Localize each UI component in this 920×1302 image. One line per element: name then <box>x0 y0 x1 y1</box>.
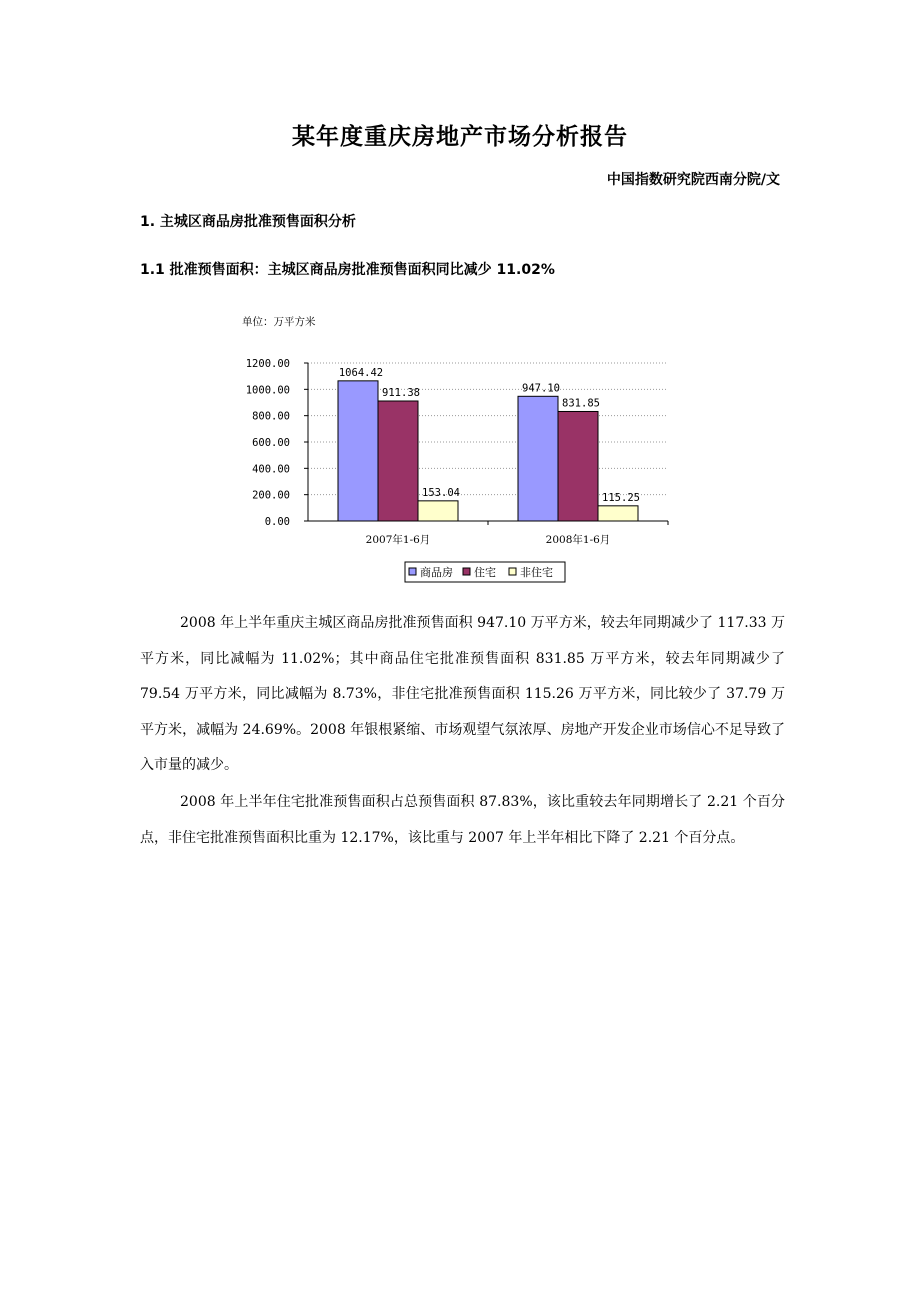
y-tick-label: 0.00 <box>264 516 290 528</box>
bar <box>598 506 638 521</box>
legend-label: 住宅 <box>474 566 496 579</box>
document-title: 某年度重庆房地产市场分析报告 <box>292 124 628 150</box>
y-tick-label: 400.00 <box>252 463 290 476</box>
bar <box>378 401 418 521</box>
legend-label: 非住宅 <box>520 566 553 579</box>
bar <box>518 396 558 521</box>
bar <box>338 381 378 521</box>
y-tick-label: 800.00 <box>252 410 290 423</box>
legend-label: 商品房 <box>420 566 453 579</box>
subsection-heading: 1.1 批准预售面积：主城区商品房批准预售面积同比减少 11.02% <box>140 262 555 278</box>
legend-swatch <box>409 568 416 575</box>
data-label: 911.38 <box>382 387 420 400</box>
bar <box>418 501 458 521</box>
y-tick-label: 1200.00 <box>245 358 290 370</box>
chart-unit-label: 单位：万平方米 <box>242 316 316 328</box>
data-label: 153.04 <box>422 486 460 499</box>
y-tick-label: 200.00 <box>252 489 290 502</box>
data-label: 831.85 <box>562 397 600 410</box>
bar <box>558 411 598 521</box>
paragraph-1: 2008 年上半年重庆主城区商品房批准预售面积 947.10 万平方米，较去年同期减少了 117.33 万平方米，同比减幅为 11.02%；其中商品住宅批准预售面积 831.85 万平方米，较去年同期减少了 79.54 万平方米，同比减幅为 8.73%，非住宅批准预售面积 115.26 万平方米，同比较少了 37.79 万平方米，减幅为 24.69%。2008 年银根紧缩、市场观望气氛浓厚、房地产开发企业市场信心不足导致了入市量的减少。 <box>140 615 785 773</box>
data-label: 947.10 <box>522 382 560 395</box>
y-tick-label: 600.00 <box>252 437 290 449</box>
data-label: 1064.42 <box>338 366 384 379</box>
legend-swatch <box>509 568 516 575</box>
legend-swatch <box>463 568 470 575</box>
y-tick-label: 1000.00 <box>245 384 290 397</box>
section-heading: 1. 主城区商品房批准预售面积分析 <box>140 214 356 230</box>
data-label: 115.25 <box>602 491 640 504</box>
paragraph-2: 2008 年上半年住宅批准预售面积占总预售面积 87.83%，该比重较去年同期增长了 2.21 个百分点，非住宅批准预售面积比重为 12.17%，该比重与 2007 年上半年相比下降了 2.21 个百分点。 <box>140 794 785 846</box>
x-tick-label: 2007年1-6月 <box>365 534 431 546</box>
bar-chart <box>230 352 680 587</box>
x-tick-label: 2008年1-6月 <box>545 534 611 546</box>
author-line: 中国指数研究院西南分院/文 <box>606 172 780 188</box>
